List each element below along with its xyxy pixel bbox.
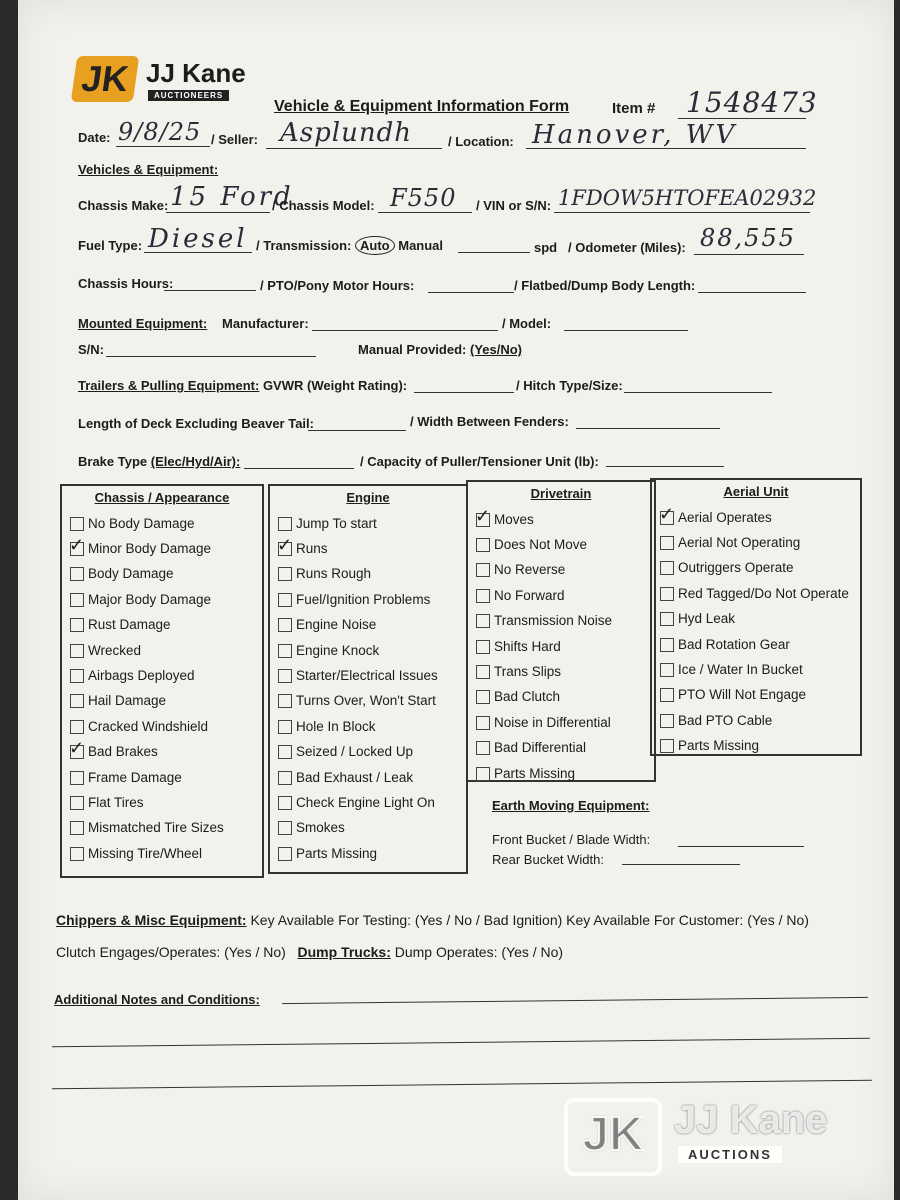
drivetrain-item-shifts-hard[interactable] bbox=[476, 634, 654, 659]
drivetrain-title: Drivetrain bbox=[530, 486, 592, 501]
key-customer[interactable]: Key Available For Customer: (Yes / No) bbox=[566, 912, 809, 928]
checkbox[interactable] bbox=[70, 847, 84, 861]
mounted-model-label: / Model: bbox=[502, 316, 552, 331]
watermark-tagline: AUCTIONS bbox=[678, 1146, 782, 1163]
checkbox[interactable] bbox=[278, 567, 292, 581]
checkbox-label: Does Not Move bbox=[494, 537, 588, 553]
checked-checkbox[interactable] bbox=[278, 542, 292, 556]
engine-item-runs[interactable] bbox=[278, 536, 466, 561]
checkbox-label: Bad Rotation Gear bbox=[678, 636, 790, 652]
checkbox[interactable] bbox=[660, 587, 674, 601]
checkbox[interactable] bbox=[278, 771, 292, 785]
checkbox[interactable] bbox=[660, 561, 674, 575]
spd-label: spd bbox=[534, 240, 558, 255]
odometer-value[interactable]: 88,555 bbox=[700, 224, 796, 252]
engine-item-jump-to-start[interactable] bbox=[278, 511, 466, 536]
checkbox-label: Bad Clutch bbox=[494, 689, 561, 705]
engine-item-hole-in-block[interactable] bbox=[278, 714, 466, 739]
seller-value[interactable]: Asplundh bbox=[280, 118, 412, 148]
aerial-item-aerial-operates[interactable] bbox=[660, 505, 860, 530]
checkbox[interactable] bbox=[70, 669, 84, 683]
checkbox[interactable] bbox=[476, 614, 490, 628]
checkbox-label: Starter/Electrical Issues bbox=[296, 668, 438, 684]
aerial-item-hyd-leak[interactable] bbox=[660, 607, 860, 632]
checkbox-label: Hole In Block bbox=[296, 718, 376, 734]
checkbox[interactable] bbox=[476, 690, 490, 704]
checkbox-label: Transmission Noise bbox=[494, 613, 613, 629]
checkbox[interactable] bbox=[476, 589, 490, 603]
chippers-heading: Chippers & Misc Equipment: bbox=[56, 912, 247, 928]
checkbox-label: Flat Tires bbox=[88, 794, 144, 810]
flatbed-length-label: / Flatbed/Dump Body Length: bbox=[514, 278, 696, 293]
chassis-item-mismatched-tire-sizes[interactable] bbox=[70, 816, 262, 841]
aerial-item-red-tagged-do-not-operate[interactable] bbox=[660, 581, 860, 606]
aerial-unit-list bbox=[652, 505, 860, 759]
checkbox[interactable] bbox=[70, 644, 84, 658]
checkbox-label: Bad PTO Cable bbox=[678, 712, 773, 728]
aerial-item-parts-missing[interactable] bbox=[660, 734, 860, 759]
chassis-model-value[interactable]: F550 bbox=[390, 184, 457, 212]
chassis-item-body-damage[interactable] bbox=[70, 562, 262, 587]
engine-item-bad-exhaust-leak[interactable] bbox=[278, 765, 466, 790]
notes-line-2[interactable] bbox=[52, 1038, 870, 1048]
checkbox[interactable] bbox=[476, 640, 490, 654]
checkbox-label: Aerial Not Operating bbox=[678, 535, 801, 551]
checkbox-label: Ice / Water In Bucket bbox=[678, 662, 803, 678]
chassis-item-rust-damage[interactable] bbox=[70, 613, 262, 638]
checkbox-label: No Reverse bbox=[494, 562, 566, 578]
clutch-engages[interactable]: Clutch Engages/Operates: (Yes / No) bbox=[56, 944, 286, 960]
chassis-model-label: / Chassis Model: bbox=[272, 198, 375, 213]
chassis-hours-label: Chassis Hours: bbox=[78, 276, 174, 291]
sn-label: S/N: bbox=[78, 342, 104, 357]
checkbox[interactable] bbox=[476, 767, 490, 781]
checkbox-label: Airbags Deployed bbox=[88, 668, 195, 684]
chassis-appearance-title: Chassis / Appearance bbox=[94, 490, 230, 505]
checkbox-label: Fuel/Ignition Problems bbox=[296, 591, 431, 607]
transmission-label bbox=[256, 238, 443, 253]
checkbox[interactable] bbox=[660, 612, 674, 626]
drivetrain-list bbox=[468, 507, 654, 786]
checkbox-label: PTO Will Not Engage bbox=[678, 687, 807, 703]
checkbox[interactable] bbox=[70, 771, 84, 785]
checkbox[interactable] bbox=[70, 821, 84, 835]
dump-trucks-heading: Dump Trucks: bbox=[297, 944, 391, 960]
engine-item-smokes[interactable] bbox=[278, 816, 466, 841]
checkbox-label: No Body Damage bbox=[88, 515, 195, 531]
aerial-item-outriggers-operate[interactable] bbox=[660, 556, 860, 581]
checkbox[interactable] bbox=[660, 739, 674, 753]
checkbox[interactable] bbox=[476, 716, 490, 730]
chassis-item-frame-damage[interactable] bbox=[70, 765, 262, 790]
chassis-item-bad-brakes[interactable] bbox=[70, 740, 262, 765]
checkbox[interactable] bbox=[70, 593, 84, 607]
item-number[interactable]: 1548473 bbox=[686, 86, 818, 119]
brake-type-label: Brake Type bbox=[78, 454, 148, 469]
engine-item-engine-noise[interactable] bbox=[278, 613, 466, 638]
key-testing[interactable]: Key Available For Testing: (Yes / No / Bad Ignition) bbox=[250, 912, 563, 928]
checkbox[interactable] bbox=[660, 536, 674, 550]
checkbox[interactable] bbox=[660, 714, 674, 728]
trailers-heading: Trailers & Pulling Equipment: bbox=[78, 378, 260, 393]
vehicles-heading: Vehicles & Equipment: bbox=[78, 162, 219, 177]
checkbox[interactable] bbox=[278, 593, 292, 607]
checked-checkbox[interactable] bbox=[70, 745, 84, 759]
aerial-item-bad-pto-cable[interactable] bbox=[660, 708, 860, 733]
chassis-item-airbags-deployed[interactable] bbox=[70, 663, 262, 688]
checkbox-label: Hyd Leak bbox=[678, 611, 736, 627]
transmission-manual[interactable]: Manual bbox=[398, 238, 444, 253]
checkbox-label: Runs bbox=[296, 541, 328, 557]
fender-width-label: / Width Between Fenders: bbox=[410, 414, 569, 429]
fuel-type-value[interactable]: Diesel bbox=[148, 224, 248, 254]
notes-line-3[interactable] bbox=[52, 1080, 872, 1090]
checkbox-label: Wrecked bbox=[88, 642, 142, 658]
engine-list bbox=[270, 511, 466, 866]
chassis-item-hail-damage[interactable] bbox=[70, 689, 262, 714]
checkbox-label: Red Tagged/Do Not Operate bbox=[678, 585, 849, 601]
drivetrain-item-does-not-move[interactable] bbox=[476, 532, 654, 557]
earth-moving-heading: Earth Moving Equipment: bbox=[492, 798, 650, 813]
checkbox-label: Shifts Hard bbox=[494, 638, 561, 654]
checkbox-label: Noise in Differential bbox=[494, 714, 611, 730]
checkbox-label: Frame Damage bbox=[88, 769, 182, 785]
checked-checkbox[interactable] bbox=[70, 542, 84, 556]
checkbox[interactable] bbox=[278, 796, 292, 810]
dump-operates[interactable]: Dump Operates: (Yes / No) bbox=[394, 944, 564, 960]
checkbox-label: Turns Over, Won't Start bbox=[296, 693, 436, 709]
transmission-label-text: / Transmission: bbox=[256, 238, 352, 253]
checkbox[interactable] bbox=[70, 694, 84, 708]
clutch-dump-line bbox=[56, 944, 563, 960]
checkbox-label: Parts Missing bbox=[296, 845, 378, 861]
chippers-line bbox=[56, 912, 809, 928]
checkbox-label: Mismatched Tire Sizes bbox=[88, 820, 224, 836]
aerial-unit-box bbox=[650, 478, 862, 756]
engine-item-parts-missing[interactable] bbox=[278, 841, 466, 866]
fuel-type-label: Fuel Type: bbox=[78, 238, 143, 253]
manual-provided-options[interactable]: (Yes/No) bbox=[469, 342, 522, 357]
checkbox[interactable] bbox=[278, 644, 292, 658]
odometer-label: / Odometer (Miles): bbox=[568, 240, 686, 255]
brake-type-line bbox=[78, 454, 240, 469]
engine-item-engine-knock[interactable] bbox=[278, 638, 466, 663]
gvwr-label: GVWR (Weight Rating): bbox=[262, 378, 408, 393]
date-value[interactable]: 9/8/25 bbox=[118, 118, 202, 146]
aerial-item-aerial-not-operating[interactable] bbox=[660, 530, 860, 555]
brake-type-options[interactable]: (Elec/Hyd/Air): bbox=[150, 454, 241, 469]
checkbox-label: Bad Differential bbox=[494, 740, 587, 756]
checked-checkbox[interactable] bbox=[660, 511, 674, 525]
deck-length-label: Length of Deck Excluding Beaver Tail: bbox=[78, 416, 314, 431]
watermark-logo bbox=[564, 1098, 662, 1176]
checkbox-label: Cracked Windshield bbox=[88, 718, 209, 734]
vin-value[interactable]: 1FDOW5HTOFEA02932 bbox=[558, 186, 817, 210]
rear-bucket-label: Rear Bucket Width: bbox=[492, 852, 604, 867]
location-label: / Location: bbox=[448, 134, 514, 149]
checkbox[interactable] bbox=[70, 618, 84, 632]
drivetrain-item-transmission-noise[interactable] bbox=[476, 609, 654, 634]
checkbox-label: Check Engine Light On bbox=[296, 794, 435, 810]
hitch-label: / Hitch Type/Size: bbox=[516, 378, 623, 393]
checkbox[interactable] bbox=[70, 720, 84, 734]
chassis-item-major-body-damage[interactable] bbox=[70, 587, 262, 612]
checked-checkbox[interactable] bbox=[476, 513, 490, 527]
checkbox[interactable] bbox=[278, 618, 292, 632]
checkbox-label: Bad Exhaust / Leak bbox=[296, 769, 414, 785]
checkbox-label: Hail Damage bbox=[88, 693, 167, 709]
aerial-item-pto-will-not-engage[interactable] bbox=[660, 683, 860, 708]
checkbox[interactable] bbox=[278, 847, 292, 861]
brand-tagline: AUCTIONEERS bbox=[148, 90, 229, 101]
form-title: Vehicle & Equipment Information Form bbox=[274, 98, 570, 115]
drivetrain-item-moves[interactable] bbox=[476, 507, 654, 532]
chassis-item-cracked-windshield[interactable] bbox=[70, 714, 262, 739]
checkbox[interactable] bbox=[660, 688, 674, 702]
logo-letters: JK bbox=[79, 58, 131, 99]
mounted-heading: Mounted Equipment: bbox=[78, 316, 208, 331]
checkbox-label: Trans Slips bbox=[494, 664, 562, 680]
drivetrain-item-bad-clutch[interactable] bbox=[476, 685, 654, 710]
checkbox-label: Engine Noise bbox=[296, 617, 377, 633]
location-value[interactable]: Hanover, WV bbox=[532, 120, 738, 150]
drivetrain-item-parts-missing[interactable] bbox=[476, 761, 654, 786]
watermark-name: JJ Kane bbox=[674, 1098, 828, 1142]
chassis-item-flat-tires[interactable] bbox=[70, 790, 262, 815]
checkbox-label: Jump To start bbox=[296, 515, 377, 531]
chassis-item-minor-body-damage[interactable] bbox=[70, 536, 262, 561]
checkbox[interactable] bbox=[476, 741, 490, 755]
checkbox[interactable] bbox=[476, 563, 490, 577]
checkbox[interactable] bbox=[278, 517, 292, 531]
chassis-appearance-box bbox=[60, 484, 264, 878]
checkbox[interactable] bbox=[70, 517, 84, 531]
aerial-item-ice-water-in-bucket[interactable] bbox=[660, 657, 860, 682]
drivetrain-item-noise-in-differential[interactable] bbox=[476, 710, 654, 735]
checkbox-label: Minor Body Damage bbox=[88, 541, 212, 557]
drivetrain-item-no-forward[interactable] bbox=[476, 583, 654, 608]
chassis-item-wrecked[interactable] bbox=[70, 638, 262, 663]
checkbox[interactable] bbox=[660, 638, 674, 652]
checkbox-label: Bad Brakes bbox=[88, 744, 158, 760]
checkbox-label: Moves bbox=[494, 511, 534, 527]
checkbox[interactable] bbox=[70, 567, 84, 581]
vin-label: / VIN or S/N: bbox=[476, 198, 552, 213]
drivetrain-item-no-reverse[interactable] bbox=[476, 558, 654, 583]
checkbox-label: Runs Rough bbox=[296, 566, 372, 582]
chassis-appearance-list bbox=[62, 511, 262, 866]
engine-item-runs-rough[interactable] bbox=[278, 562, 466, 587]
checkbox[interactable] bbox=[278, 669, 292, 683]
checkbox-label: Aerial Operates bbox=[678, 509, 772, 525]
engine-item-check-engine-light-on[interactable] bbox=[278, 790, 466, 815]
checkbox-label: Parts Missing bbox=[494, 765, 576, 781]
manual-provided-text: Manual Provided: bbox=[358, 342, 467, 357]
watermark-letters: JK bbox=[582, 1108, 644, 1161]
form-paper bbox=[18, 0, 894, 1200]
chassis-item-missing-tire-wheel[interactable] bbox=[70, 841, 262, 866]
chassis-item-no-body-damage[interactable] bbox=[70, 511, 262, 536]
aerial-item-bad-rotation-gear[interactable] bbox=[660, 632, 860, 657]
transmission-auto-circled[interactable]: Auto bbox=[355, 236, 395, 255]
notes-line-1[interactable] bbox=[282, 997, 868, 1004]
checkbox-label: Seized / Locked Up bbox=[296, 744, 414, 760]
drivetrain-box bbox=[466, 480, 656, 782]
checkbox[interactable] bbox=[278, 720, 292, 734]
checkbox[interactable] bbox=[70, 796, 84, 810]
capacity-label: / Capacity of Puller/Tensioner Unit (lb): bbox=[360, 454, 599, 469]
checkbox-label: Parts Missing bbox=[678, 738, 760, 754]
drivetrain-item-trans-slips[interactable] bbox=[476, 659, 654, 684]
engine-item-starter-electrical-issues[interactable] bbox=[278, 663, 466, 688]
manufacturer-label: Manufacturer: bbox=[222, 316, 309, 331]
checkbox[interactable] bbox=[278, 694, 292, 708]
brand-name: JJ Kane bbox=[146, 58, 246, 88]
checkbox-label: Major Body Damage bbox=[88, 591, 212, 607]
seller-label: / Seller: bbox=[211, 132, 258, 147]
checkbox-label: No Forward bbox=[494, 587, 565, 603]
chassis-make-value[interactable]: 15 Ford bbox=[170, 182, 294, 212]
engine-title: Engine bbox=[346, 490, 390, 505]
engine-item-seized-locked-up[interactable] bbox=[278, 740, 466, 765]
checkbox-label: Smokes bbox=[296, 820, 345, 836]
pto-hours-label: / PTO/Pony Motor Hours: bbox=[260, 278, 415, 293]
engine-box bbox=[268, 484, 468, 874]
checkbox-label: Outriggers Operate bbox=[678, 560, 794, 576]
checkbox[interactable] bbox=[278, 821, 292, 835]
manual-provided-label bbox=[358, 342, 522, 357]
engine-item-turns-over-won-t-start[interactable] bbox=[278, 689, 466, 714]
checkbox[interactable] bbox=[476, 665, 490, 679]
checkbox[interactable] bbox=[476, 538, 490, 552]
aerial-unit-title: Aerial Unit bbox=[723, 484, 789, 499]
jjkane-logo bbox=[71, 56, 139, 102]
item-label: Item # bbox=[612, 100, 656, 117]
checkbox[interactable] bbox=[660, 663, 674, 677]
checkbox[interactable] bbox=[278, 745, 292, 759]
front-bucket-label: Front Bucket / Blade Width: bbox=[492, 832, 651, 847]
engine-item-fuel-ignition-problems[interactable] bbox=[278, 587, 466, 612]
checkbox-label: Missing Tire/Wheel bbox=[88, 845, 203, 861]
checkbox-label: Rust Damage bbox=[88, 617, 171, 633]
notes-heading: Additional Notes and Conditions: bbox=[54, 992, 260, 1007]
trailers-line bbox=[78, 378, 407, 393]
checkbox-label: Body Damage bbox=[88, 566, 174, 582]
checkbox-label: Engine Knock bbox=[296, 642, 380, 658]
chassis-make-label: Chassis Make: bbox=[78, 198, 169, 213]
date-label: Date: bbox=[78, 130, 111, 145]
drivetrain-item-bad-differential[interactable] bbox=[476, 736, 654, 761]
